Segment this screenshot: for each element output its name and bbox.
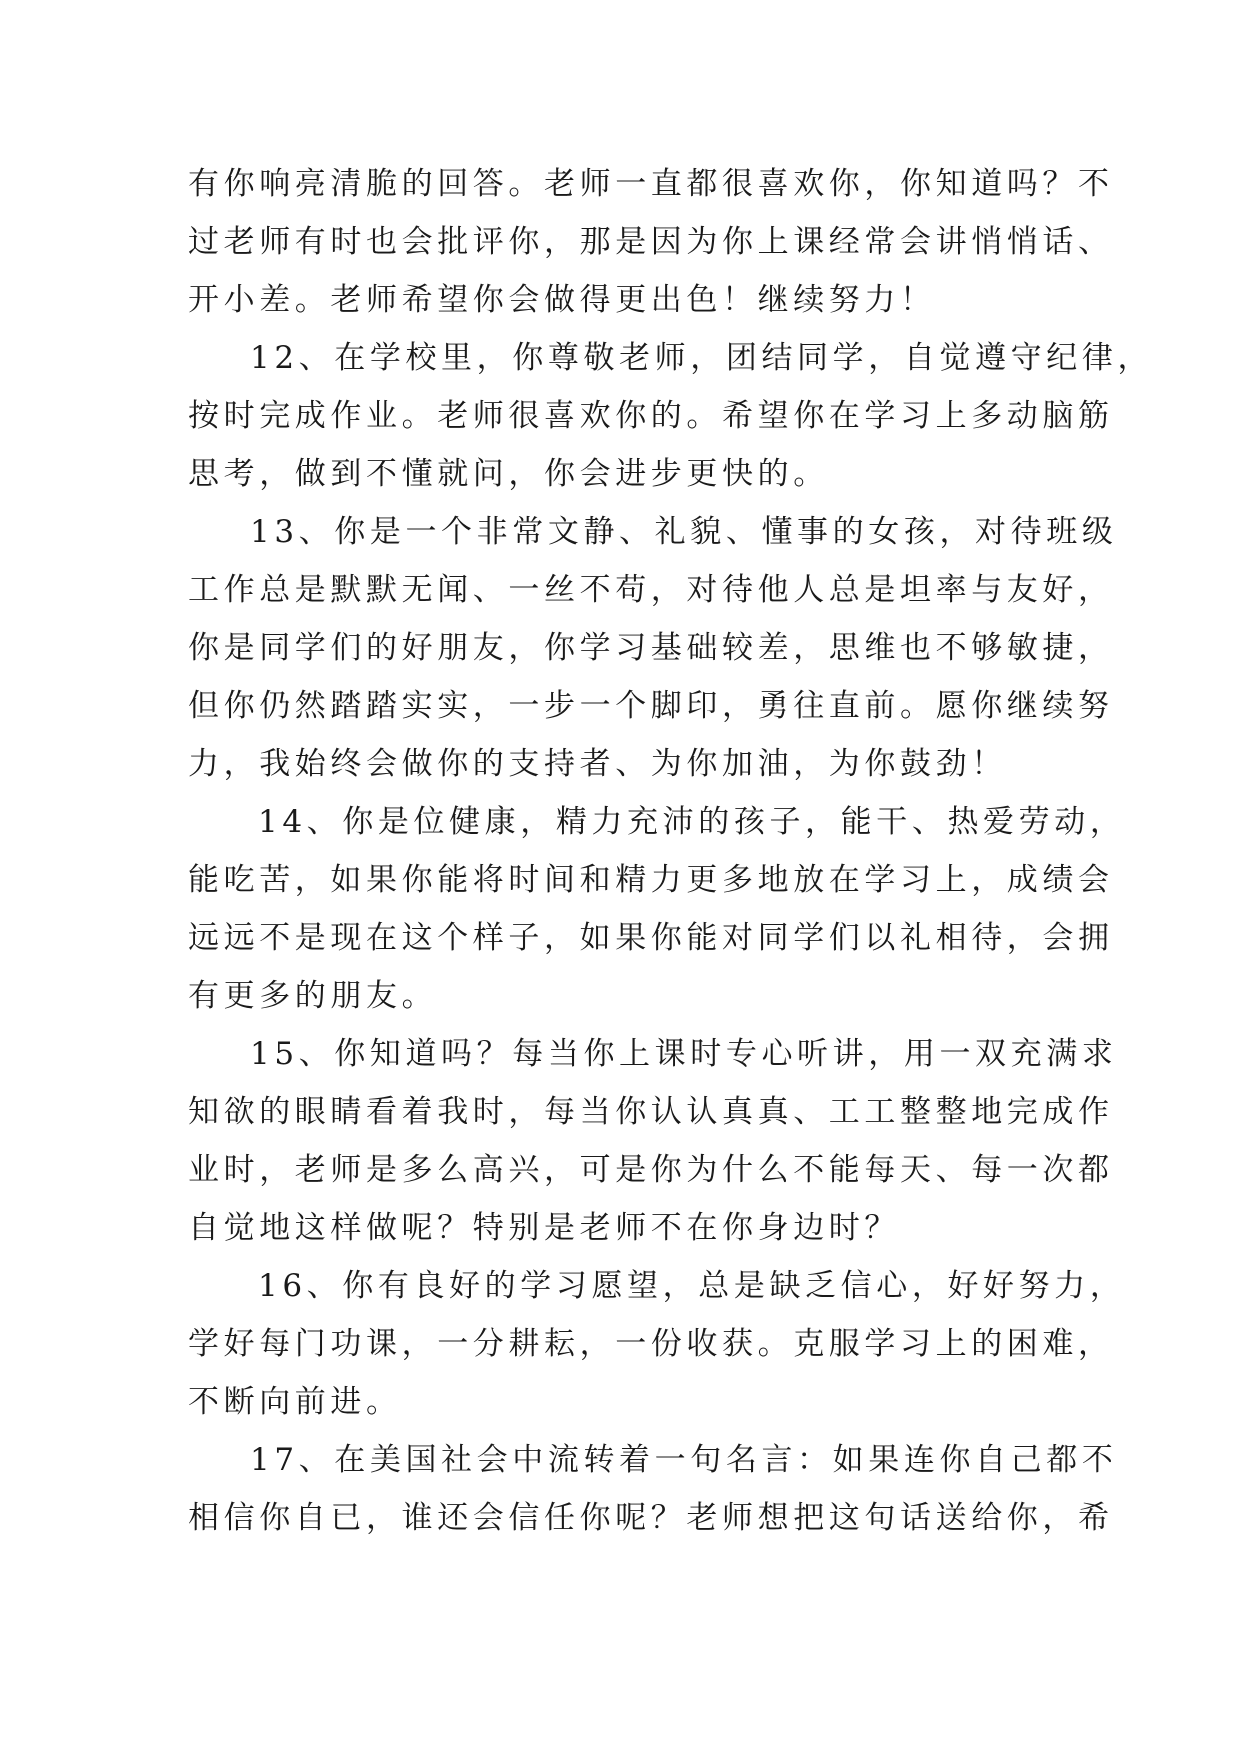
paragraph-17-line-2: 相信你自已，谁还会信任你呢？老师想把这句话送给你，希 — [188, 1500, 1114, 1536]
paragraph-17-line-1: 17、在美国社会中流转着一句名言：如果连你自己都不 — [250, 1442, 1118, 1478]
paragraph-15-line-1: 15、你知道吗？每当你上课时专心听讲，用一双充满求 — [250, 1036, 1118, 1072]
paragraph-13-line-2: 工作总是默默无闻、一丝不苟，对待他人总是坦率与友好， — [188, 572, 1114, 608]
paragraph-13-line-1: 13、你是一个非常文静、礼貌、懂事的女孩，对待班级 — [250, 514, 1118, 550]
paragraph-15-line-2: 知欲的眼睛看着我时，每当你认认真真、工工整整地完成作 — [188, 1094, 1114, 1130]
paragraph-15-line-4: 自觉地这样做呢？特别是老师不在你身边时？ — [188, 1210, 900, 1246]
paragraph-12-line-2: 按时完成作业。老师很喜欢你的。希望你在学习上多动脑筋 — [188, 398, 1114, 434]
paragraph-12-line-3: 思考，做到不懂就问，你会进步更快的。 — [188, 456, 829, 492]
paragraph-13-line-5: 力，我始终会做你的支持者、为你加油，为你鼓劲！ — [188, 746, 1007, 782]
paragraph-16-line-3: 不断向前进。 — [188, 1384, 402, 1420]
text-line-3: 开小差。老师希望你会做得更出色！继续努力！ — [188, 282, 936, 318]
paragraph-15-line-3: 业时，老师是多么高兴，可是你为什么不能每天、每一次都 — [188, 1152, 1114, 1188]
paragraph-13-line-3: 你是同学们的好朋友，你学习基础较差，思维也不够敏捷， — [188, 630, 1114, 666]
paragraph-13-line-4: 但你仍然踏踏实实，一步一个脚印，勇往直前。愿你继续努 — [188, 688, 1114, 724]
paragraph-14-line-2: 能吃苦，如果你能将时间和精力更多地放在学习上，成绩会 — [188, 862, 1114, 898]
paragraph-16-line-1: 16、你有良好的学习愿望，总是缺乏信心，好好努力， — [258, 1268, 1126, 1304]
text-line-1: 有你响亮清脆的回答。老师一直都很喜欢你，你知道吗？不 — [188, 166, 1114, 202]
text-line-2: 过老师有时也会批评你，那是因为你上课经常会讲悄悄话、 — [188, 224, 1114, 260]
paragraph-14-line-3: 远远不是现在这个样子，如果你能对同学们以礼相待，会拥 — [188, 920, 1114, 956]
paragraph-14-line-1: 14、你是位健康，精力充沛的孩子，能干、热爱劳动， — [258, 804, 1126, 840]
paragraph-14-line-4: 有更多的朋友。 — [188, 978, 438, 1014]
paragraph-12-line-1: 12、在学校里，你尊敬老师，团结同学，自觉遵守纪律， — [250, 340, 1154, 376]
paragraph-16-line-2: 学好每门功课，一分耕耘，一份收获。克服学习上的困难， — [188, 1326, 1114, 1362]
